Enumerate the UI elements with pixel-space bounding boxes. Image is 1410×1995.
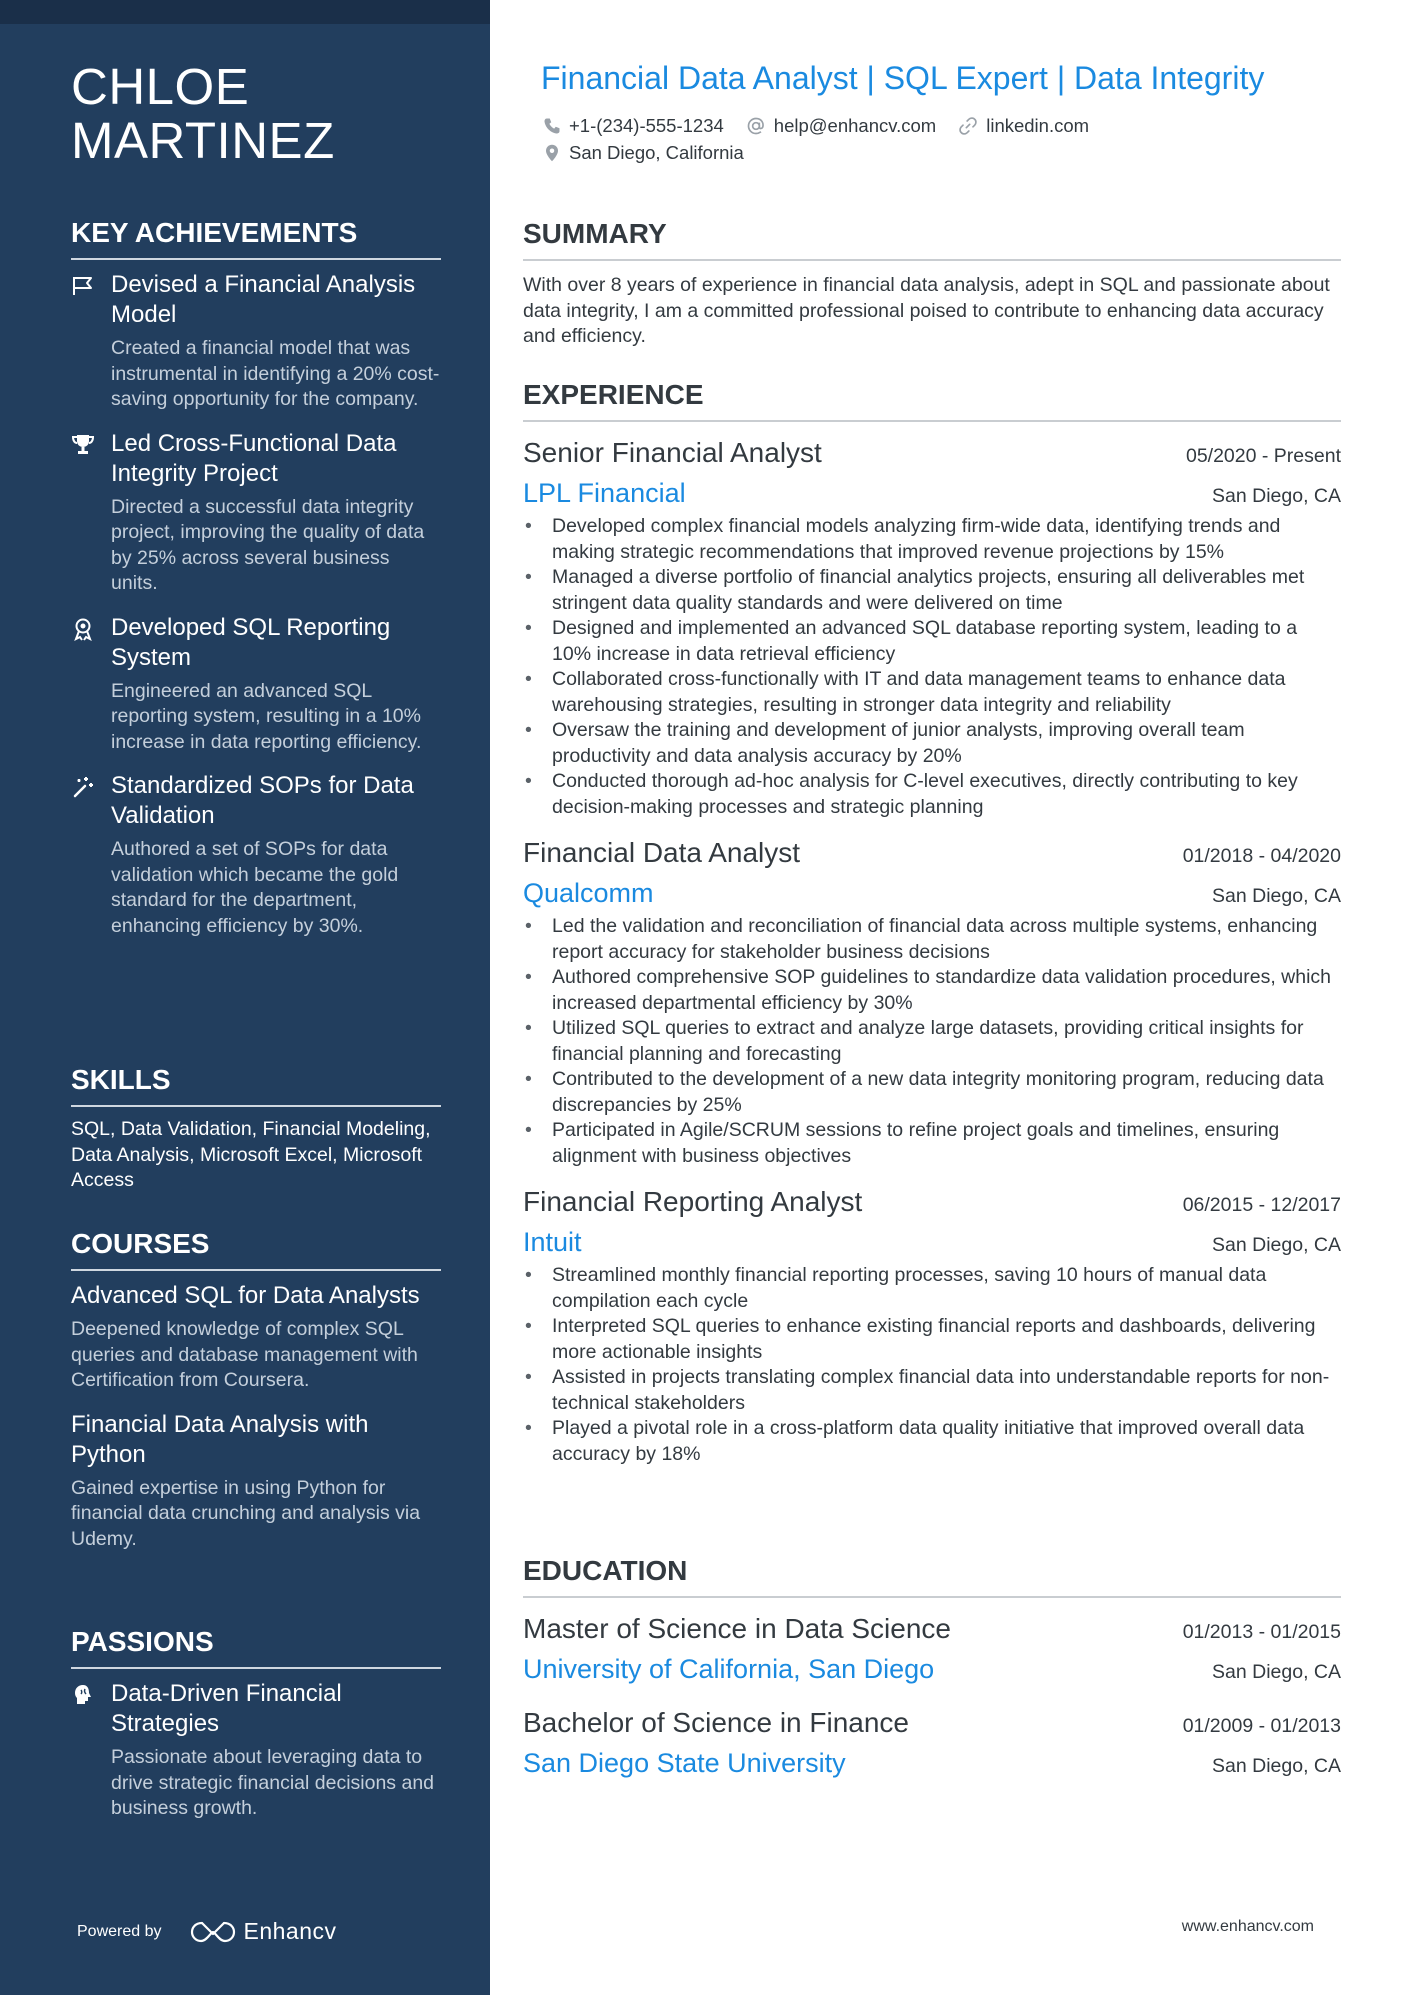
skills-list: SQL, Data Validation, Financial Modeling, Data Analysis, Microsoft Excel, Microsoft Access <box>71 1118 431 1191</box>
job-bullets <box>523 1263 1341 1467</box>
achievement-description: Engineered an advanced SQL reporting system, resulting in a 10% increase in data reporting efficiency. <box>111 679 422 753</box>
job-title: Financial Reporting Analyst <box>523 1186 863 1217</box>
job-title: Financial Data Analyst <box>523 837 801 868</box>
degree-title: Bachelor of Science in Finance <box>523 1707 909 1738</box>
job-bullet: • Played a pivotal role in a cross-platform data quality initiative that improved overall data accuracy by 18% <box>523 1416 1341 1467</box>
sidebar <box>0 0 490 1995</box>
contact-row <box>543 139 1323 166</box>
achievement-title: Standardized SOPs for Data Validation <box>111 772 414 829</box>
course-title: Advanced SQL for Data Analysts <box>71 1282 420 1309</box>
achievement-description: Authored a set of SOPs for data validation which became the gold standard for the department, enhancing efficiency by 30%. <box>111 838 399 937</box>
education-location: San Diego, CA <box>1212 1755 1341 1777</box>
job-bullet: • Interpreted SQL queries to enhance existing financial reports and dashboards, delivering more actionable insights <box>523 1314 1341 1365</box>
achievement-title: Devised a Financial Analysis Model <box>111 271 416 328</box>
job-subheader <box>523 472 1341 514</box>
job-bullet: • Participated in Agile/SCRUM sessions to refine project goals and timelines, ensuring alignment with business objectives <box>523 1118 1341 1169</box>
achievement-description: Directed a successful data integrity project, improving the quality of data by 25% across several business units. <box>111 495 425 594</box>
powered-by-label: Powered by <box>77 1922 162 1940</box>
passion-item <box>71 1679 441 1822</box>
achievement-title: Led Cross-Functional Data Integrity Project <box>111 429 397 487</box>
job-entry <box>523 834 1341 1169</box>
headline: Financial Data Analyst | SQL Expert | Data Integrity <box>541 60 1265 96</box>
job-bullet: • Led the validation and reconciliation of financial data across multiple systems, enhancing report accuracy for stakeholder business decisions <box>523 914 1341 965</box>
job-header <box>523 434 1341 472</box>
summary-section <box>523 217 1341 350</box>
education-header <box>523 1704 1341 1742</box>
skills-section <box>71 1063 441 1194</box>
courses-title: COURSES <box>71 1227 441 1271</box>
job-company: LPL Financial <box>523 478 686 508</box>
course-item <box>71 1410 441 1553</box>
degree-title: Master of Science in Data Science <box>523 1613 951 1644</box>
passion-title: Data-Driven Financial Strategies <box>111 1680 342 1737</box>
course-title: Financial Data Analysis with Python <box>71 1410 369 1468</box>
courses-section <box>71 1227 441 1568</box>
flag-icon <box>71 274 95 298</box>
school-name: University of California, San Diego <box>523 1654 935 1684</box>
job-bullet: • Developed complex financial models analyzing firm-wide data, identifying trends and making strategic recommendations that improved revenue projections by 15% <box>523 514 1341 565</box>
passion-description: Passionate about leveraging data to drive strategic financial decisions and business growth. <box>111 1746 435 1819</box>
email-text: help@enhancv.com <box>773 114 937 136</box>
phone-text: +1-(234)-555-1234 <box>569 114 724 136</box>
main-content <box>523 0 1341 1995</box>
job-subheader <box>523 1221 1341 1263</box>
course-description: Deepened knowledge of complex SQL queries and database management with Certification from Coursera. <box>71 1318 418 1391</box>
enhancv-logo[interactable] <box>190 1918 337 1945</box>
experience-section <box>523 378 1341 1481</box>
job-company: Qualcomm <box>523 878 654 908</box>
email-contact[interactable] <box>746 115 936 137</box>
skills-title: SKILLS <box>71 1063 441 1107</box>
brain-icon <box>71 1683 95 1707</box>
course-description: Gained expertise in using Python for financial data crunching and analysis via Udemy. <box>71 1476 421 1550</box>
phone-contact[interactable] <box>543 115 724 137</box>
phone-icon <box>543 117 561 135</box>
job-bullet: • Utilized SQL queries to extract and analyze large datasets, providing critical insights for financial planning and forecasting <box>523 1016 1341 1067</box>
achievement-description: Created a financial model that was instrumental in identifying a 20% cost-saving opportunity for the company. <box>111 337 440 410</box>
job-entry <box>523 1183 1341 1467</box>
wand-icon <box>71 775 95 799</box>
job-location: San Diego, CA <box>1212 485 1341 507</box>
job-header <box>523 834 1341 872</box>
trophy-icon <box>71 433 95 457</box>
achievement-item <box>71 771 441 939</box>
job-company: Intuit <box>523 1227 582 1257</box>
job-bullet: • Collaborated cross-functionally with IT and data management teams to enhance data warehousing strategies, resulting in stronger data integrity and reliability <box>523 667 1341 718</box>
education-location: San Diego, CA <box>1212 1661 1341 1683</box>
education-subheader <box>523 1742 1341 1784</box>
education-entry <box>523 1610 1341 1690</box>
job-date: 05/2020 - Present <box>1185 445 1341 467</box>
education-entry <box>523 1704 1341 1784</box>
powered-by <box>77 1918 337 1945</box>
job-location: San Diego, CA <box>1212 1234 1341 1256</box>
medal-icon <box>71 617 95 641</box>
location-text: San Diego, California <box>569 141 744 163</box>
contact-info <box>543 112 1323 166</box>
job-header <box>523 1183 1341 1221</box>
education-header <box>523 1610 1341 1648</box>
enhancv-logo-icon <box>190 1920 236 1944</box>
job-bullet: • Managed a diverse portfolio of financial analytics projects, ensuring all deliverables met stringent data quality standards and were delivered on time <box>523 565 1341 616</box>
job-entry <box>523 434 1341 820</box>
linkedin-contact[interactable] <box>958 115 1089 137</box>
job-bullet: • Assisted in projects translating complex financial data into understandable reports for non-technical stakeholders <box>523 1365 1341 1416</box>
name-last: MARTINEZ <box>71 112 335 169</box>
job-date: 06/2015 - 12/2017 <box>1182 1194 1341 1216</box>
achievement-title: Developed SQL Reporting System <box>111 613 391 671</box>
job-bullets <box>523 514 1341 820</box>
course-item <box>71 1281 441 1394</box>
job-bullet: • Streamlined monthly financial reporting processes, saving 10 hours of manual data compilation each cycle <box>523 1263 1341 1314</box>
job-bullets <box>523 914 1341 1169</box>
passions-section <box>71 1625 441 1838</box>
job-title: Senior Financial Analyst <box>523 437 822 468</box>
key-achievements-title: KEY ACHIEVEMENTS <box>71 216 441 260</box>
achievement-item <box>71 270 441 413</box>
experience-title: EXPERIENCE <box>523 378 1341 422</box>
education-title: EDUCATION <box>523 1554 1341 1598</box>
at-icon <box>746 116 766 136</box>
passions-title: PASSIONS <box>71 1625 441 1669</box>
contact-row <box>543 112 1323 139</box>
job-location: San Diego, CA <box>1212 885 1341 907</box>
job-bullet: • Oversaw the training and development of junior analysts, improving overall team productivity and data analysis accuracy by 20% <box>523 718 1341 769</box>
link-icon <box>958 116 978 136</box>
footer-url[interactable]: www.enhancv.com <box>1181 1918 1314 1935</box>
job-bullet: • Contributed to the development of a new data integrity monitoring program, reducing data discrepancies by 25% <box>523 1067 1341 1118</box>
key-achievements-section <box>71 216 441 955</box>
achievement-item <box>71 613 441 756</box>
enhancv-brand: Enhancv <box>243 1918 337 1944</box>
location-pin-icon <box>543 143 561 163</box>
summary-text: With over 8 years of experience in financial data analysis, adept in SQL and passionate about data integrity, I am a committed professional poised to contribute to enhancing data accuracy and efficiency. <box>523 274 1330 347</box>
education-section <box>523 1554 1341 1798</box>
job-subheader <box>523 872 1341 914</box>
job-bullet: • Authored comprehensive SOP guidelines to standardize data validation procedures, which increased departmental efficiency by 30% <box>523 965 1341 1016</box>
location-contact <box>543 142 744 164</box>
job-date: 01/2018 - 04/2020 <box>1182 845 1341 867</box>
job-bullet: • Designed and implemented an advanced SQL database reporting system, leading to a 10% increase in data retrieval efficiency <box>523 616 1341 667</box>
school-name: San Diego State University <box>523 1748 846 1778</box>
education-date: 01/2013 - 01/2015 <box>1182 1621 1341 1643</box>
name-first: CHLOE <box>71 58 250 115</box>
achievement-item <box>71 429 441 597</box>
education-subheader <box>523 1648 1341 1690</box>
summary-title: SUMMARY <box>523 217 1341 261</box>
education-date: 01/2009 - 01/2013 <box>1182 1715 1341 1737</box>
sidebar-top-bar <box>0 0 490 24</box>
candidate-name <box>71 60 451 168</box>
linkedin-text: linkedin.com <box>986 114 1090 136</box>
job-bullet: • Conducted thorough ad-hoc analysis for C-level executives, directly contributing to key decision-making processes and strategic planning <box>523 769 1341 820</box>
